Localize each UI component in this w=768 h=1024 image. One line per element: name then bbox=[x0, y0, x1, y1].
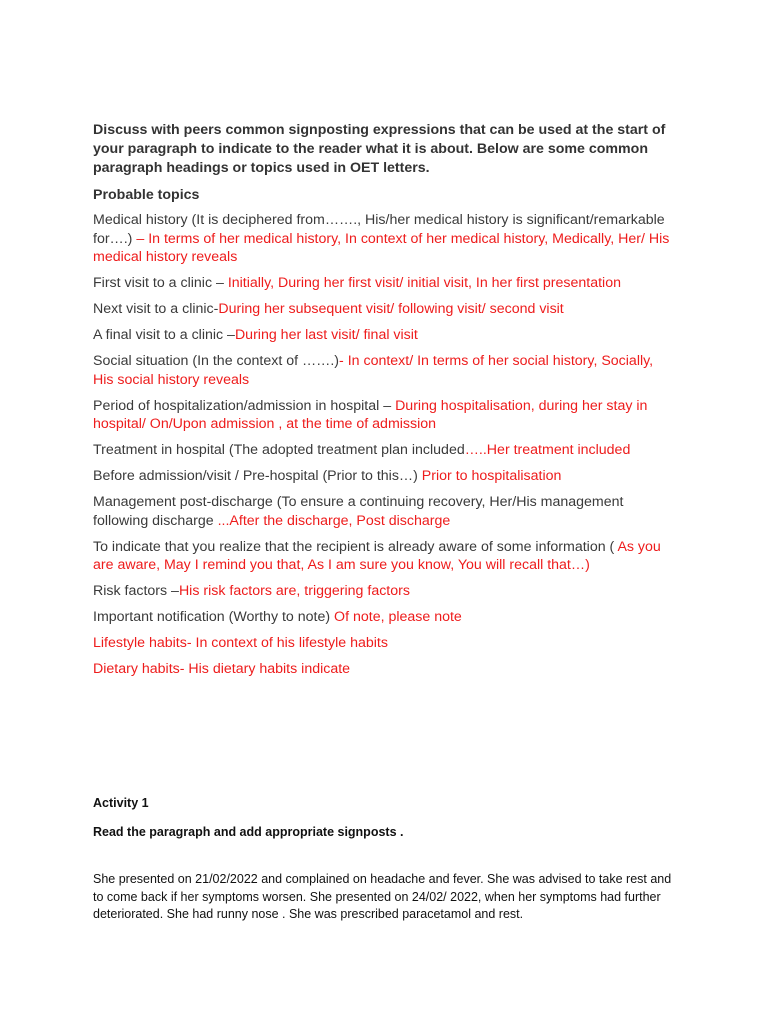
topic-label: Next visit to a clinic- bbox=[93, 301, 219, 317]
topic-label: Management post-discharge (To ensure a continuing recovery, Her/His management following discharge bbox=[93, 494, 624, 529]
activity-instruction: Read the paragraph and add appropriate signposts . bbox=[93, 825, 404, 839]
topic-signposts: During her subsequent visit/ following visit/ second visit bbox=[218, 301, 564, 317]
topic-signposts: During her last visit/ final visit bbox=[234, 327, 418, 343]
topic-label: Important notification (Worthy to note) bbox=[93, 609, 335, 625]
topic-item-final-visit bbox=[93, 326, 673, 345]
topic-item-social-situation bbox=[93, 352, 673, 389]
activity-paragraph: She presented on 21/02/2022 and complained on headache and fever. She was advised to take rest and to come back if her symptoms worsen. She presented on 24/02/ 2022, when her symptoms had further deteriorated. She had runny nose . She was prescribed paracetamol and rest. bbox=[93, 872, 672, 921]
activity-title: Activity 1 bbox=[93, 796, 149, 810]
intro-paragraph: Discuss with peers common signposting expressions that can be used at the start of your paragraph to indicate to the reader what it is about. Below are some common paragraph headings or topics used in OET letters. bbox=[93, 122, 666, 176]
topic-signposts: As you are aware, May I remind you that, As I am sure you know, You will recall that…) bbox=[93, 538, 661, 573]
topic-item-post-discharge bbox=[93, 493, 673, 530]
topic-label: Lifestyle habits- In context of his lifestyle habits bbox=[93, 635, 388, 651]
topic-signposts: During hospitalisation, during her stay in hospital/ On/Upon admission , at the time of admission bbox=[93, 397, 648, 432]
topic-item-next-visit bbox=[93, 300, 673, 319]
topic-item-dietary-habits bbox=[93, 660, 673, 679]
topics-heading: Probable topics bbox=[93, 187, 200, 203]
topic-signposts: – In terms of her medical history, In context of her medical history, Medically, Her/ His medical history reveals bbox=[93, 230, 670, 265]
topic-label: Period of hospitalization/admission in hospital – bbox=[93, 397, 396, 414]
topic-item-treatment bbox=[93, 441, 673, 460]
topic-item-recipient-aware bbox=[93, 538, 673, 575]
topic-label: Social situation (In the context of …….) bbox=[93, 353, 340, 369]
topic-item-lifestyle-habits bbox=[93, 634, 673, 653]
topic-list bbox=[93, 211, 673, 679]
topic-item-hospitalization bbox=[93, 397, 673, 434]
topic-signposts: ...After the discharge, Post discharge bbox=[217, 512, 451, 529]
topic-label: Medical history (It is deciphered from……., His/her medical history is significant/remarkable for….) bbox=[93, 212, 665, 247]
topic-label: Treatment in hospital (The adopted treatment plan included bbox=[93, 442, 465, 458]
topic-signposts: Of note, please note bbox=[334, 609, 462, 625]
topic-label: First visit to a clinic – bbox=[93, 275, 228, 291]
topic-signposts: Initially, During her first visit/ initial visit, In her first presentation bbox=[227, 275, 621, 291]
topic-item-before-admission bbox=[93, 467, 673, 486]
topic-label: Before admission/visit / Pre-hospital (Prior to this…) bbox=[93, 468, 422, 484]
activity-section bbox=[93, 795, 673, 924]
topic-signposts: Prior to hospitalisation bbox=[421, 468, 562, 484]
topic-signposts: …..Her treatment included bbox=[464, 442, 631, 458]
topic-item-important-notification bbox=[93, 608, 673, 627]
topic-signposts: His risk factors are, triggering factors bbox=[178, 583, 410, 599]
topic-label: Dietary habits- His dietary habits indicate bbox=[93, 661, 351, 677]
topic-label: Risk factors – bbox=[93, 583, 179, 599]
topic-item-medical-history bbox=[93, 211, 673, 267]
discussion-section bbox=[93, 121, 673, 686]
topic-signposts: - In context/ In terms of her social history, Socially, His social history reveals bbox=[93, 353, 654, 388]
topic-item-first-visit bbox=[93, 274, 673, 293]
topic-label: A final visit to a clinic – bbox=[93, 327, 235, 343]
topic-label: To indicate that you realize that the recipient is already aware of some information ( bbox=[93, 538, 618, 555]
topic-item-risk-factors bbox=[93, 582, 673, 601]
